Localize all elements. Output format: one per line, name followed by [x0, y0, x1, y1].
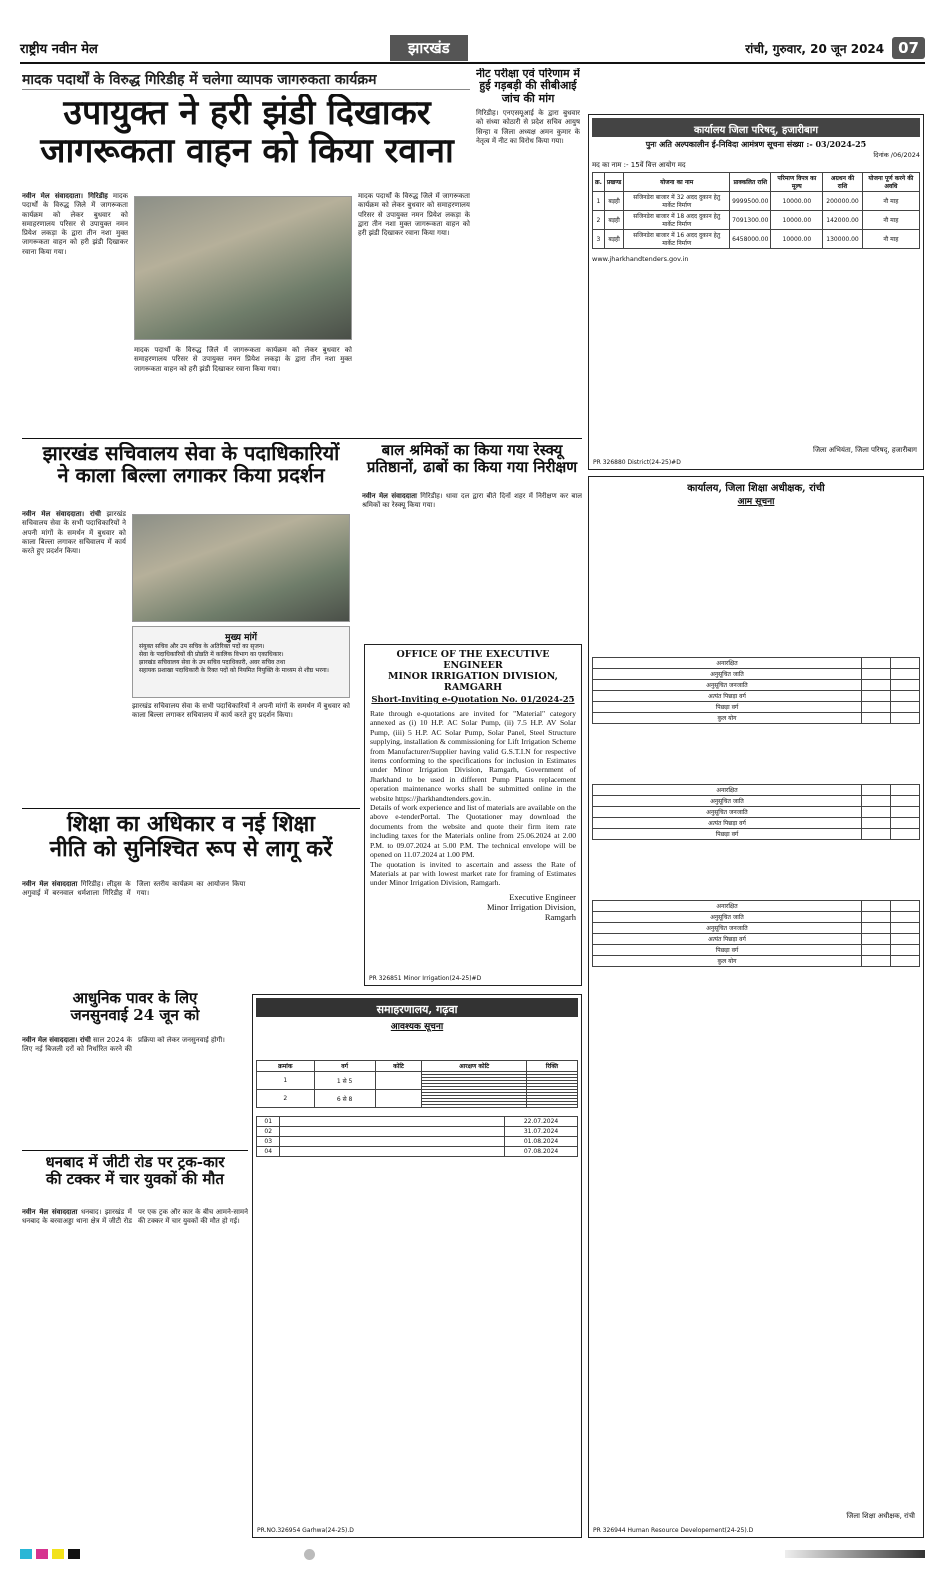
- demand-1: संयुक्त सचिव और उप सचिव के अतिरिक्त पदों का सृजन।: [139, 643, 265, 650]
- dse-signature: जिला शिक्षा अधीक्षक, रांची: [846, 1512, 915, 1520]
- zp-fund: मद का नाम :- 15वें वित्त आयोग मद: [592, 161, 686, 169]
- garhwa-title: आवश्यक सूचना: [390, 1022, 444, 1032]
- mi-office-1: OFFICE OF THE EXECUTIVE ENGINEER: [396, 649, 550, 671]
- zp-row: 2 बड़ही सजिनडेरा बाजार में 18 अदद दुकान हेतु मार्केट निर्माण 7091300.00 10000.00 142000.00 नौ माह: [593, 211, 920, 230]
- power-text: नवीन मेल संवाददाता। रांची साल 2024 के लिए नई बिजली दरों को निर्धारित करने की प्रक्रिया को लेकर जनसुनवाई होगी।: [22, 1036, 225, 1054]
- lead-photo: [134, 196, 352, 340]
- mi-title: Short-Inviting e-Quotation No. 01/2024-25: [371, 695, 575, 705]
- education-headline: शिक्षा का अधिकार व नई शिक्षा नीति को सुनिश्चित रूप से लागू करें: [49, 812, 333, 862]
- dse-office: कार्यालय, जिला शिक्षा अधीक्षक, रांची: [687, 483, 825, 494]
- garhwa-pr-number: PR.NO.326954 Garhwa(24-25).D: [257, 1527, 354, 1534]
- mi-text-1: Rate through e-quotations are invited for "Material" category annexed as (i) 10 H.P. AC Solar Pump, (ii) 7.5 H.P. AV Solar Pump, (iii) 5 H.P. AC Solar Pump, Solar Panel, Steel Structure supplying, installation & commissioning for Lift Irrigation Scheme from Manufacturer/Supplier having valid G.S.T.I.N for respective items conforming to the specifications for inclusion in Estimates under Minor Irrigation Division, Ramgarh, Government of Jharkhand to be used in different Pump Plants replacement operation maintenance works shall be submitted online in the website https://jharkhandtenders.gov.in.: [370, 709, 576, 803]
- garhwa-col-1: वर्ग: [314, 1061, 375, 1072]
- zp-title: पुनः अति अल्पकालीन ई-निविदा आमंत्रण सूचना संख्या :- 03/2024-25: [645, 139, 867, 149]
- garhwa-schedule-table: 01 22.07.2024 02 31.07.2024 03 01.08.2024 04 07.08.2024: [256, 1116, 578, 1157]
- demands-box: [132, 626, 350, 698]
- swatch-magenta: [36, 1549, 48, 1559]
- garhwa-office: समाहरणालय, गढ़वा: [256, 998, 578, 1017]
- secretariat-photo: [132, 514, 350, 622]
- mi-signature: Executive Engineer Minor Irrigation Division, Ramgarh: [486, 891, 576, 922]
- dse-notice: [588, 476, 924, 1538]
- dse-pr-number: PR 326944 Human Resource Developement(24-25).D: [593, 1527, 754, 1534]
- lead-article-col-1: नवीन मेल संवाददाता। गिरिडीह मादक पदार्थों के विरुद्ध जिले में जागरूकता कार्यक्रम को लेकर बुधवार को समाहरणालय परिसर से उपायुक्त नमन प्रियेश लकड़ा के द्वारा तीन नशा मुक्त जागरूकता वाहन को हरी झंडी दिखाकर रवाना किया गया।: [22, 192, 128, 256]
- child-text: नवीन मेल संवाददाता गिरिडीह। धावा दल द्वारा बीते दिनों शहर में निरीक्षण कर बाल श्रमिकों का रेस्क्यू किया गया।: [362, 492, 582, 510]
- secretariat-headline: झारखंड सचिवालय सेवा के पदाधिकारियों ने काला बिल्ला लगाकर किया प्रदर्शन: [42, 442, 340, 488]
- dse-title: आम सूचना: [737, 497, 775, 507]
- lead-headline-line-1: उपायुक्त ने हरी झंडी दिखाकर: [63, 94, 431, 133]
- garhwa-col-0: क्रमांक: [257, 1061, 315, 1072]
- page-number: 07: [892, 37, 925, 59]
- child-headline: बाल श्रमिकों का किया गया रेस्क्यू प्रतिष्ठानों, ढाबों का किया गया निरीक्षण: [366, 442, 578, 476]
- neet-headline: नीट परीक्षा एवं परिणाम में हुई गड़बड़ी की सीबीआई जांच की मांग: [476, 68, 580, 105]
- mi-pr-number: PR 326851 Minor Irrigation(24-25)#D: [369, 975, 482, 982]
- zp-pr-number: PR 326880 District(24-25)#D: [593, 459, 681, 466]
- gradient-strip: [785, 1550, 925, 1558]
- accident-text: नवीन मेल संवाददाता धनबाद। झारखंड में धनबाद के बरवाअड्डा थाना क्षेत्र में जीटी रोड पर एक ट्रक और कार के बीच आमने-सामने की टक्कर में चार युवकों की मौत हो गई।: [22, 1208, 248, 1226]
- demand-3: झारखंड सचिवालय सेवा के उप सचिव पदाधिकारी, अवर सचिव तथा: [139, 659, 286, 666]
- color-registration-bar: [20, 1547, 925, 1561]
- demands-title: मुख्य मांगें: [225, 633, 257, 643]
- zp-table: क्र. प्रखण्ड योजना का नाम प्राक्कलित राशि परिमाण विपत्र का मूल्य अग्रधन की राशि योजना पूर्ण करने की अवधि 1 बड़ही सजिनडेरा बाजार में 32 अदद दुकान हेतु मार्केट निर्माण 9999500.00 10000.00 200000.00 नौ माह 2 बड़ही सजिनडेरा बाजार में 18 अदद दुकान हेतु मार्केट निर्माण 7091300.00 10000.00 142000.00 नौ माह 3 बड़ही सजिनडेरा बाजार में 16 अदद दुकान हेतु मार्केट निर्माण 6458000.00 10000.00 130000.00 नौ माह: [592, 172, 920, 249]
- zp-signature: जिला अभियंता, जिला परिषद्, हजारीबाग: [813, 446, 917, 454]
- minor-irrigation-notice: [364, 644, 582, 986]
- neet-story: [476, 68, 580, 432]
- dse-table-1: अनारक्षित अनुसूचित जाति अनुसूचित जनजाति अत्यंत पिछड़ा वर्ग पिछड़ा वर्ग कुल योग: [592, 657, 920, 724]
- registration-mark: [304, 1549, 315, 1560]
- mi-text-3: The quotation is invited to ascertain and assess the Rate of Materials at par with lowest market rate for framing of Estimates under Minor Irrigation Division, Ramgarh.: [370, 859, 576, 888]
- swatch-yellow: [52, 1549, 64, 1559]
- demand-2: सेवा के पदाधिकारियों की प्रोन्नति में कालिक विभाग का एकाधिकार।: [139, 651, 284, 658]
- zp-date: दिनांक /06/2024: [873, 151, 920, 159]
- lead-article-col-2: मादक पदार्थों के विरुद्ध जिले में जागरूकता कार्यक्रम को लेकर बुधवार को समाहरणालय परिसर से उपायुक्त नमन प्रियेश लकड़ा के द्वारा तीन नशा मुक्त जागरूकता वाहन को हरी झंडी दिखाकर रवाना किया गया।: [134, 346, 352, 373]
- newspaper-logo: राष्ट्रीय नवीन मेल: [20, 42, 98, 57]
- zila-parishad-notice: [588, 114, 924, 470]
- swatch-cyan: [20, 1549, 32, 1559]
- zp-website: www.jharkhandtenders.gov.in: [592, 255, 689, 263]
- issue-date: रांची, गुरुवार, 20 जून 2024: [745, 41, 885, 56]
- secretariat-text-col-2: झारखंड सचिवालय सेवा के सभी पदाधिकारियों ने अपनी मांगों के समर्थन में बुधवार को काला बिल्ला लगाकर सचिवालय में कार्य करते हुए प्रदर्शन किया।: [132, 702, 350, 720]
- mi-text-2: Details of work experience and list of materials are available on the above e-tenderPortal. The Quotationer may download the documents from the website and quote their firm item rate including taxes for the Materials online from 25.06.2024 at 2.00 P.M. to 09.07.2024 at 5.00 P.M. The technical envelope will be opened on 11.07.2024 at 1.00 PM.: [370, 803, 576, 860]
- dse-table-3: अनारक्षित अनुसूचित जाति अनुसूचित जनजाति अत्यंत पिछड़ा वर्ग पिछड़ा वर्ग कुल योग: [592, 900, 920, 967]
- zp-row: 3 बड़ही सजिनडेरा बाजार में 16 अदद दुकान हेतु मार्केट निर्माण 6458000.00 10000.00 130000.00 नौ माह: [593, 230, 920, 249]
- accident-headline: धनबाद में जीटी रोड पर ट्रक-कार की टक्कर में चार युवकों की मौत: [45, 1154, 225, 1188]
- neet-text: गिरिडीह। एनएसयूआई के द्वारा बुधवार को संध्या कोठारी से प्रदेश सचिव आयुष सिन्हा व जिला अध्यक्ष अमन कुमार के नेतृत्व में नीट का विरोध किया गया।: [476, 108, 580, 145]
- garhwa-col-2: कोटि: [375, 1061, 422, 1072]
- lead-headline: [22, 94, 472, 190]
- education-text: नवीन मेल संवाददाता गिरिडीह। लीड्स के अगुवाई में बरनवाल धर्मशाला गिरिडीह में जिला स्तरीय कार्यक्रम का आयोजन किया गया।: [22, 880, 246, 898]
- garhwa-col-3: आरक्षण कोटि: [422, 1061, 526, 1072]
- demand-4: सहायक प्रशाखा पदाधिकारी के रिक्त पदों को नियमित नियुक्ति के माध्यम से शीघ्र भरना।: [139, 667, 329, 674]
- lead-headline-line-2: जागरूकता वाहन को किया रवाना: [40, 131, 454, 172]
- mi-office-2: MINOR IRRIGATION DIVISION, RAMGARH: [387, 671, 558, 693]
- zp-row: 1 बड़ही सजिनडेरा बाजार में 32 अदद दुकान हेतु मार्केट निर्माण 9999500.00 10000.00 200000.00 नौ माह: [593, 192, 920, 211]
- lead-article-col-3: मादक पदार्थों के विरुद्ध जिले में जागरूकता कार्यक्रम को लेकर बुधवार को समाहरणालय परिसर से उपायुक्त नमन प्रियेश लकड़ा के द्वारा तीन नशा मुक्त जागरूकता वाहन को हरी झंडी दिखाकर रवाना किया गया।: [358, 192, 470, 238]
- section-title: झारखंड: [390, 35, 468, 61]
- power-headline: आधुनिक पावर के लिए जनसुनवाई 24 जून को: [70, 990, 200, 1024]
- swatch-black: [68, 1549, 80, 1559]
- zp-office: कार्यालय जिला परिषद्, हजारीबाग: [592, 118, 920, 137]
- garhwa-notice: [252, 994, 582, 1538]
- dse-table-2: अनारक्षित अनुसूचित जाति अनुसूचित जनजाति अत्यंत पिछड़ा वर्ग पिछड़ा वर्ग: [592, 784, 920, 840]
- masthead: [20, 34, 925, 64]
- lead-kicker: मादक पदार्थों के विरुद्ध गिरिडीह में चलेगा व्यापक जागरुकता कार्यक्रम: [22, 70, 470, 90]
- garhwa-col-4: रिक्ति: [526, 1061, 577, 1072]
- garhwa-table: क्रमांक वर्ग कोटि आरक्षण कोटि रिक्ति 1 1 से 5 2 6 से 8: [256, 1060, 578, 1108]
- secretariat-text-col-1: नवीन मेल संवाददाता। रांची झारखंड सचिवालय सेवा के सभी पदाधिकारियों ने अपनी मांगों के समर्थन में बुधवार को काला बिल्ला लगाकर सचिवालय में कार्य करते हुए प्रदर्शन किया।: [22, 510, 126, 556]
